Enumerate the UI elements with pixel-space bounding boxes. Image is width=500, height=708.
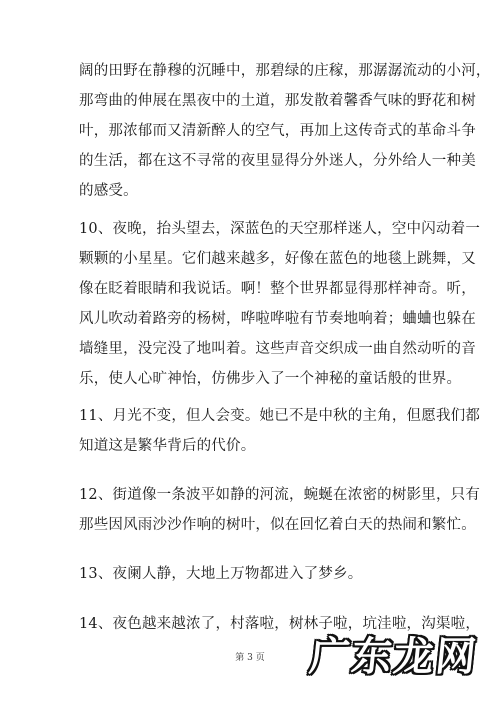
watermark-logo: 广东龙网 [307, 634, 481, 680]
text-line: 10、夜晚，抬头望去，深蓝色的天空那样迷人，空中闪动着一 [79, 221, 481, 237]
text-line: 像在眨着眼睛和我说话。啊！整个世界都显得那样神奇。听， [79, 281, 476, 297]
text-line: 那些因风雨沙沙作响的树叶，似在回忆着白天的热闹和繁忙。 [79, 517, 476, 533]
page-number: 第 3 页 [235, 653, 265, 663]
text-line: 14、夜色越来越浓了，村落啦，树林子啦，坑洼啦，沟渠啦， [79, 616, 481, 632]
paragraph-11 [79, 401, 481, 461]
text-line: 乐，使人心旷神怡，仿佛步入了一个神秘的童话般的世界。 [79, 371, 462, 387]
text-line: 叶，那浓郁而又清新醉人的空气，再加上这传奇式的革命斗争 [79, 123, 476, 139]
text-line: 风儿吹动着路旁的杨树，哗啦哗啦有节奏地响着；蛐蛐也躲在 [79, 311, 476, 327]
text-line: 知道这是繁华背后的代价。 [79, 438, 256, 454]
text-line: 那弯曲的伸展在黑夜中的土道，那发散着馨香气味的野花和树 [79, 93, 476, 109]
paragraph-12 [79, 480, 481, 540]
text-line: 阔的田野在静穆的沉睡中，那碧绿的庄稼，那潺潺流动的小河， [79, 63, 491, 79]
text-line: 的生活，都在这不寻常的夜里显得分外迷人，分外给人一种美 [79, 153, 476, 169]
paragraph-13 [79, 559, 439, 589]
text-line: 墙缝里，没完没了地叫着。这些声音交织成一曲自然动听的音 [79, 341, 476, 357]
text-line: 的感受。 [79, 183, 138, 199]
text-line: 颗颗的小星星。它们越来越多，好像在蓝色的地毯上跳舞，又 [79, 251, 476, 267]
text-line: 13、夜阑人静，大地上万物都进入了梦乡。 [79, 566, 363, 582]
paragraph-1 [79, 56, 491, 206]
text-line: 11、月光不变，但人会变。她已不是中秋的主角，但愿我们都 [79, 408, 481, 424]
paragraph-10 [79, 214, 481, 394]
text-line: 12、街道像一条波平如静的河流，蜿蜒在浓密的树影里，只有 [79, 487, 481, 503]
